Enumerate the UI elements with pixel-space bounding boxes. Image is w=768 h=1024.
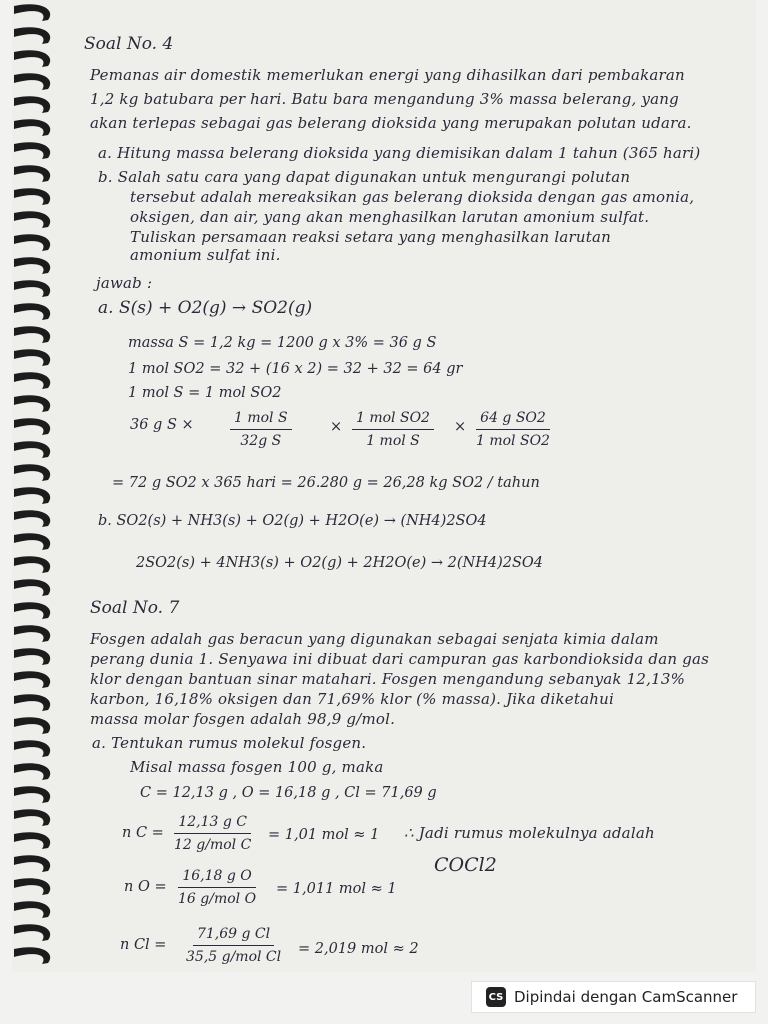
spiral-ring	[14, 50, 50, 67]
camscanner-watermark-text: Dipindai dengan CamScanner	[514, 988, 738, 1006]
answer-a-reaction: a. S(s) + O2(g) → SO2(g)	[98, 298, 313, 318]
soal-4-intro-line-2: 1,2 kg batubara per hari. Batu bara mengandung 3% massa belerang, yang	[90, 90, 679, 108]
molecular-formula: COCl2	[434, 854, 497, 876]
spiral-ring	[14, 901, 50, 918]
spiral-ring	[14, 556, 50, 573]
spiral-ring	[14, 510, 50, 527]
fraction-mol-c-denominator: 12 g/mol C	[174, 837, 252, 854]
spiral-ring	[14, 326, 50, 343]
spiral-ring	[14, 717, 50, 734]
fraction-mol-so2-denominator: 1 mol S	[366, 433, 420, 450]
spiral-ring	[14, 303, 50, 320]
spiral-ring	[14, 671, 50, 688]
fraction-mol-s-numerator: 1 mol S	[230, 410, 292, 430]
answer-a-mol-s: 1 mol S = 1 mol SO2	[128, 385, 282, 401]
spiral-binding	[12, 0, 68, 972]
soal-7-title: Soal No. 7	[90, 598, 180, 618]
fraction-mol-s	[230, 410, 292, 449]
camscanner-watermark	[471, 981, 756, 1013]
spiral-ring	[14, 694, 50, 711]
soal-4-question-b-line-2: tersebut adalah mereaksikan gas belerang dioksida dengan gas amonia,	[130, 188, 695, 206]
soal-4-question-b-line-3: oksigen, dan air, yang akan menghasilkan larutan amonium sulfat.	[130, 208, 650, 226]
spiral-ring	[14, 280, 50, 297]
soal-7-masses: C = 12,13 g , O = 16,18 g , Cl = 71,69 g	[140, 785, 437, 801]
spiral-ring	[14, 924, 50, 941]
fraction-gram-so2	[472, 410, 554, 449]
mol-cl-lead: n Cl =	[120, 937, 167, 953]
soal-4-intro-line-1: Pemanas air domestik memerlukan energi yang dihasilkan dari pembakaran	[90, 66, 685, 84]
soal-7-intro-line-4: karbon, 16,18% oksigen dan 71,69% klor (% massa). Jika diketahui	[90, 690, 614, 708]
answer-a-result: = 72 g SO2 x 365 hari = 26.280 g = 26,28 kg SO2 / tahun	[112, 475, 540, 491]
soal-7-intro-line-3: klor dengan bantuan sinar matahari. Fosgen mengandung sebanyak 12,13%	[90, 670, 686, 688]
spiral-ring	[14, 234, 50, 251]
notebook-page	[12, 0, 756, 972]
spiral-ring	[14, 648, 50, 665]
answer-b-reaction: b. SO2(s) + NH3(s) + O2(g) + H2O(e) → (NH4)2SO4	[98, 513, 487, 529]
fraction-mol-s-denominator: 32g S	[240, 433, 282, 450]
spiral-ring	[14, 809, 50, 826]
spiral-ring	[14, 372, 50, 389]
soal-7-assumption: Misal massa fosgen 100 g, maka	[130, 758, 384, 776]
answer-a-mass: massa S = 1,2 kg = 1200 g x 3% = 36 g S	[128, 335, 437, 351]
calc-lead: 36 g S ×	[130, 417, 194, 433]
mol-c-result: = 1,01 mol ≈ 1	[268, 827, 380, 843]
soal-7-intro-line-5: massa molar fosgen adalah 98,9 g/mol.	[90, 710, 396, 728]
times-sign-1: ×	[330, 419, 343, 435]
spiral-ring	[14, 533, 50, 550]
fraction-mol-o-denominator: 16 g/mol O	[178, 891, 257, 908]
spiral-ring	[14, 257, 50, 274]
fraction-mol-o	[174, 868, 260, 907]
fraction-mol-c	[170, 814, 255, 853]
spiral-ring	[14, 142, 50, 159]
fraction-mol-o-numerator: 16,18 g O	[178, 868, 255, 888]
spiral-ring	[14, 855, 50, 872]
spiral-ring	[14, 878, 50, 895]
soal-4-title: Soal No. 4	[84, 34, 174, 54]
spiral-ring	[14, 211, 50, 228]
soal-7-intro-line-2: perang dunia 1. Senyawa ini dibuat dari campuran gas karbondioksida dan gas	[90, 650, 710, 668]
soal-4-intro-line-3: akan terlepas sebagai gas belerang dioksida yang merupakan polutan udara.	[90, 114, 692, 132]
soal-4-question-b-line-5: amonium sulfat ini.	[130, 246, 281, 264]
spiral-ring	[14, 4, 50, 21]
fraction-mol-cl-denominator: 35,5 g/mol Cl	[186, 949, 282, 966]
spiral-ring	[14, 740, 50, 757]
soal-4-question-b-line-4: Tuliskan persamaan reaksi setara yang menghasilkan larutan	[130, 228, 611, 246]
spiral-ring	[14, 395, 50, 412]
spiral-ring	[14, 464, 50, 481]
spiral-ring	[14, 763, 50, 780]
spiral-ring	[14, 579, 50, 596]
soal-7-intro-line-1: Fosgen adalah gas beracun yang digunakan sebagai senjata kimia dalam	[90, 630, 659, 648]
fraction-mol-so2-numerator: 1 mol SO2	[352, 410, 434, 430]
spiral-ring	[14, 96, 50, 113]
mol-o-result: = 1,011 mol ≈ 1	[276, 881, 397, 897]
fraction-gram-so2-denominator: 1 mol SO2	[476, 433, 550, 450]
spiral-ring	[14, 487, 50, 504]
soal-7-question-a: a. Tentukan rumus molekul fosgen.	[92, 734, 367, 752]
answer-label: jawab :	[96, 274, 153, 292]
times-sign-2: ×	[454, 419, 467, 435]
spiral-ring	[14, 27, 50, 44]
spiral-ring	[14, 349, 50, 366]
answer-b-balanced-reaction: 2SO2(s) + 4NH3(s) + O2(g) + 2H2O(e) → 2(NH4)2SO4	[136, 555, 543, 571]
spiral-ring	[14, 441, 50, 458]
spiral-ring	[14, 73, 50, 90]
soal-4-question-a: a. Hitung massa belerang dioksida yang diemisikan dalam 1 tahun (365 hari)	[98, 144, 701, 162]
fraction-mol-c-numerator: 12,13 g C	[174, 814, 251, 834]
spiral-ring	[14, 188, 50, 205]
soal-4-question-b-line-1: b. Salah satu cara yang dapat digunakan untuk mengurangi polutan	[98, 168, 631, 186]
spiral-ring	[14, 832, 50, 849]
spiral-ring	[14, 119, 50, 136]
fraction-mol-cl-numerator: 71,69 g Cl	[193, 926, 274, 946]
fraction-gram-so2-numerator: 64 g SO2	[476, 410, 550, 430]
fraction-mol-so2	[352, 410, 434, 449]
spiral-ring	[14, 947, 50, 964]
conclusion-text: ∴ Jadi rumus molekulnya adalah	[404, 824, 655, 842]
mol-c-lead: n C =	[122, 825, 164, 841]
camscanner-logo-icon: CS	[486, 987, 506, 1007]
spiral-ring	[14, 165, 50, 182]
mol-cl-result: = 2,019 mol ≈ 2	[298, 941, 419, 957]
spiral-ring	[14, 786, 50, 803]
spiral-ring	[14, 418, 50, 435]
mol-o-lead: n O =	[124, 879, 167, 895]
spiral-ring	[14, 602, 50, 619]
answer-a-mol-so2: 1 mol SO2 = 32 + (16 x 2) = 32 + 32 = 64 gr	[128, 361, 463, 377]
spiral-ring	[14, 625, 50, 642]
fraction-mol-cl	[182, 926, 285, 965]
